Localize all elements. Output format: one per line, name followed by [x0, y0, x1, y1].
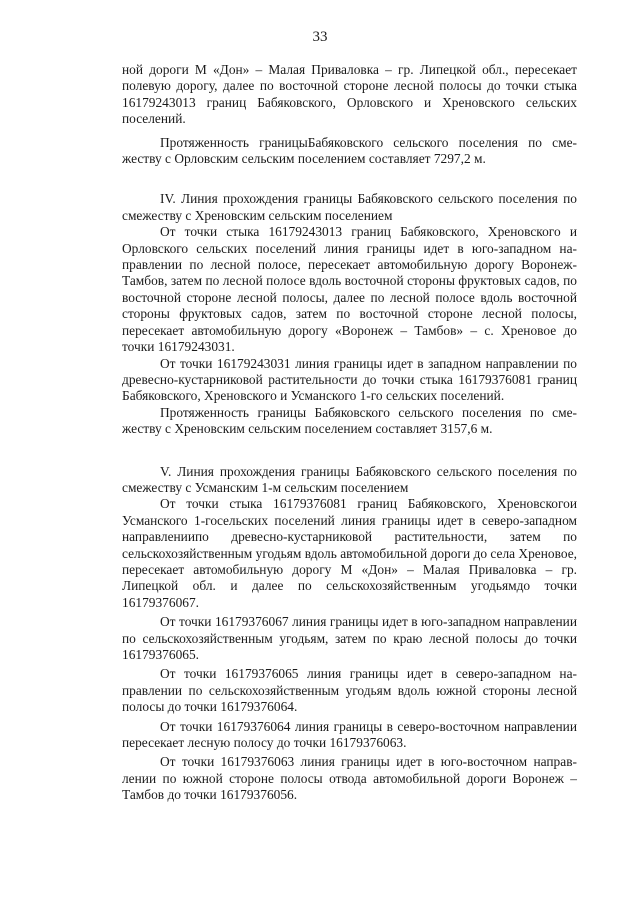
paragraph-iv-route: От точки стыка 16179243013 границ Бабяковского, Хреновского и Орловского сельских поселений линия границы идет в юго-западном направлении по лесной полосе, пересекает автомобильную дорогу Воронеж-Тамбов, затем по лесной полосе вдоль восточной стороны фруктовых садов, по восточной стороне лесной полосы, далее по лесной полосе вдоль восточной стороны фруктовых садов, затем по восточной стороне лесной полосы, пересекает автомобильную дорогу «Воронеж – Тамбов» – с. Хреновое до точки 16179243031. — [122, 224, 577, 355]
paragraph-v-southeast: От точки 16179376063 линия границы идет в юго-восточном направлении по южной стороне полосы отвода автомобильной дороги Воронеж – Тамбов до точки 16179376056. — [122, 754, 577, 803]
page-number: 33 — [312, 29, 328, 45]
paragraph-v-route: От точки стыка 16179376081 границ Бабяковского, Хреновскогои Усманского 1-гоcельских поселений линия границы идет в северо-западном направлениипо древесно-кустарниковой растительности, затем по сельскохозяйственным угодьям вдоль автомобильной дороги до села Хреновое, пересекает автомобильную дорогу М «Дон» – Малая Приваловка – гр. Липецкой обл. и далее по сельскохозяйственным угодьямдо точки 16179376067. — [122, 496, 577, 610]
document-body — [122, 62, 577, 804]
paragraph-khrenovsky-length: Протяженность границы Бабяковского сельского поселения по смежеству с Хреновским сельским поселением составляет 3157,6 м. — [122, 404, 577, 437]
paragraph-v-northwest: От точки 16179376065 линия границы идет в северо-западном направлении по сельскохозяйственным угодьям вдоль южной стороны лесной полосы до точки 16179376064. — [122, 666, 577, 715]
section-heading-iv: IV. Линия прохождения границы Бабяковского сельского поселения по смежеству с Хреновским сельским поселением — [122, 191, 577, 223]
section-heading-v: V. Линия прохождения границы Бабяковского сельского поселения по смежеству с Усманским 1-м сельским поселением — [122, 463, 577, 495]
paragraph-continuation: ной дороги М «Дон» – Малая Приваловка – гр. Липецкой обл., пересекает полевую дорогу, далее по восточной стороне лесной полосы до точки стыка 16179243013 границ Бабяковского, Орловского и Хреновского сельских поселений. — [122, 62, 577, 127]
paragraph-v-northeast: От точки 16179376064 линия границы в северо-восточном направлении пересекает лесную полосу до точки 16179376063. — [122, 718, 577, 751]
paragraph-v-southwest: От точки 16179376067 линия границы идет в юго-западном направлении по сельскохозяйственным угодьям, затем по краю лесной полосы до точки 16179376065. — [122, 614, 577, 662]
paragraph-orlovsky-length: Протяженность границыБабяковского сельского поселения по смежеству с Орловским сельским поселением составляет 7297,2 м. — [122, 134, 577, 167]
paragraph-iv-west: От точки 16179243031 линия границы идет в западном направлении по древесно-кустарниковой растительности до точки стыка 16179376081 границ Бабяковского, Хреновского и Усманского 1-го сельских поселений. — [122, 355, 577, 404]
